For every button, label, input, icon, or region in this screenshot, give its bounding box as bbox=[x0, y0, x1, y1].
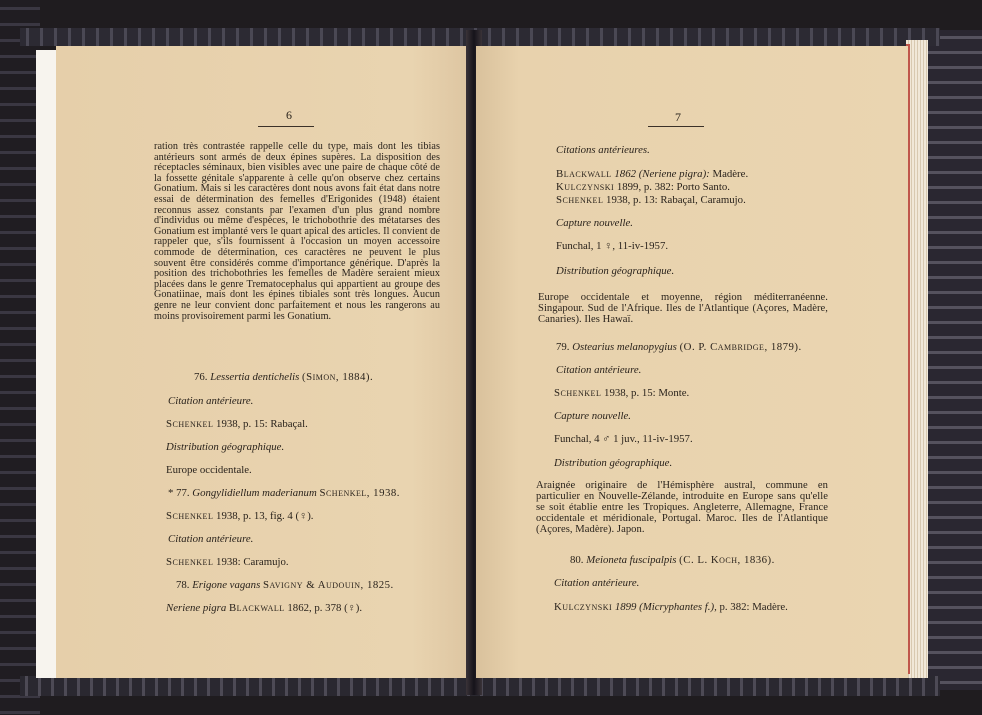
section-heading: Capture nouvelle. bbox=[556, 217, 633, 229]
synonym-name: Neriene pigra bbox=[166, 602, 227, 614]
section-heading: Citation antérieure. bbox=[168, 395, 254, 407]
left-page-edge bbox=[36, 50, 56, 678]
citation-line bbox=[556, 194, 746, 206]
species-entry-78 bbox=[176, 579, 394, 591]
capture-text: Funchal, 1 ♀, 11-iv-1957. bbox=[556, 240, 669, 252]
citation-text: Madère. bbox=[712, 168, 749, 180]
species-author: (Simon, 1884). bbox=[301, 371, 374, 383]
distribution-paragraph: Araignée originaire de l'Hémisphère austral, commune en particulier en Nouvelle-Zélande, introduite en Europe sans qu'elle se soit établie entre les Tropiques. Angleterre, Allemagne, France occidentale et méridionale, Portugal. Maroc. Iles de l'Atlantique (Açores, Madère). Japon. bbox=[536, 480, 828, 535]
species-entry-77 bbox=[168, 487, 400, 499]
distribution-text: Europe occidentale. bbox=[166, 464, 252, 476]
citation-text: 1938, p. 13, fig. 4 (♀). bbox=[216, 510, 314, 522]
distribution-paragraph: Europe occidentale et moyenne, région méditerranéenne. Singapour. Sud de l'Afrique. Iles de l'Atlantique (Açores, Madère, Canaries). Iles Hawaï. bbox=[538, 292, 828, 325]
citation-line bbox=[166, 556, 289, 568]
species-name: Ostearius melanopygius bbox=[572, 341, 677, 353]
citation-text: 1938, p. 15: Rabaçal. bbox=[216, 418, 308, 430]
species-entry-76 bbox=[194, 371, 373, 383]
left-book-cover bbox=[0, 0, 40, 715]
entry-number: 80. bbox=[570, 554, 584, 566]
citation-author: Kulczynski bbox=[554, 601, 613, 613]
page-number: 7 bbox=[675, 110, 681, 124]
citation-text: 1938, p. 13: Rabaçal, Caramujo. bbox=[606, 194, 746, 206]
entry-number: * 77. bbox=[168, 487, 190, 499]
citation-author: Schenkel bbox=[556, 194, 604, 206]
species-author: (O. P. Cambridge, 1879). bbox=[679, 341, 802, 353]
synonym-line bbox=[166, 602, 362, 614]
entry-number: 78. bbox=[176, 579, 190, 591]
folio-rule bbox=[648, 126, 704, 127]
species-author: Schenkel, 1938. bbox=[319, 487, 400, 499]
citation-author: Schenkel bbox=[554, 387, 602, 399]
citation-line bbox=[556, 168, 748, 180]
species-name: Meioneta fuscipalpis bbox=[586, 554, 677, 566]
capture-text: Funchal, 4 ♂ 1 juv., 11-iv-1957. bbox=[554, 433, 693, 445]
right-page bbox=[476, 46, 908, 678]
species-entry-80 bbox=[570, 554, 775, 566]
species-name: Lessertia dentichelis bbox=[210, 371, 300, 383]
citation-text: p. 382: Madère. bbox=[719, 601, 788, 613]
citation-text: 1938, p. 15: Monte. bbox=[604, 387, 690, 399]
citation-line bbox=[166, 510, 314, 522]
species-name: Erigone vagans bbox=[192, 579, 261, 591]
species-author: Savigny & Audouin, 1825. bbox=[262, 579, 394, 591]
section-heading: Distribution géographique. bbox=[556, 265, 675, 277]
page-number: 6 bbox=[286, 108, 292, 122]
citation-author: Schenkel bbox=[166, 418, 214, 430]
folio-rule bbox=[258, 126, 314, 127]
species-entry-79 bbox=[556, 341, 802, 353]
intro-paragraph: ration très contrastée rappelle celle du type, mais dont les tibias antérieurs sont armés de deux épines supères. La disposition des réceptacles séminaux, bien visibles avec une paire de chaque côté de la fossette génitale s'apparente à celle qu'on observe chez certains Gonatium. Mais si les caractères dont nous avons fait état dans notre essai de détermination des femelles d'Erigonides (1948) étaient reconnus assez constants par l'examen d'un plus grand nombre d'individus ou même d'espèces, le trichobothrie des métatarses des Gonatium est implanté vers le quart apical des articles. Il convient de rappeler que, s'ils fournissent à l'occasion un moyen accessoire commode de détermination, ces caractères ne peuvent le plus souvent être considérés comme d'importance générique. D'après la position des trichobothries les femelles de Madère seraient mieux placées dans le genre Trematocephalus qui appartient au groupe des Gonatiinae, mais dont les épines tibiales sont très longues. Aucun genre ne leur convient donc parfaitement et nous les rangerons au moins provisoirement parmi les Gonatium. bbox=[154, 141, 440, 322]
section-heading: Distribution géographique. bbox=[166, 441, 285, 453]
species-author: (C. L. Koch, 1836). bbox=[679, 554, 775, 566]
citation-line bbox=[554, 601, 788, 613]
citation-text: 1938: Caramujo. bbox=[216, 556, 289, 568]
citation-line bbox=[166, 418, 308, 430]
section-heading: Citation antérieure. bbox=[168, 533, 254, 545]
citation-author: Blackwall bbox=[228, 602, 285, 614]
citation-text: 1899, p. 382: Porto Santo. bbox=[616, 181, 730, 193]
citation-line bbox=[556, 181, 730, 193]
section-heading: Citations antérieures. bbox=[556, 144, 650, 156]
section-heading: Distribution géographique. bbox=[554, 457, 673, 469]
citation-author: Schenkel bbox=[166, 510, 214, 522]
section-heading: Citation antérieure. bbox=[556, 364, 642, 376]
citation-author: Blackwall bbox=[556, 168, 612, 180]
citation-italic: 1899 (Micryphantes f.), bbox=[614, 601, 717, 613]
right-book-cover bbox=[928, 30, 982, 690]
section-heading: Capture nouvelle. bbox=[554, 410, 631, 422]
citation-text: 1862, p. 378 (♀). bbox=[287, 602, 363, 614]
species-name: Gongylidiellum maderianum bbox=[192, 487, 317, 499]
citation-author: Schenkel bbox=[166, 556, 214, 568]
entry-number: 76. bbox=[194, 371, 208, 383]
citation-italic: 1862 (Neriene pigra): bbox=[614, 168, 710, 180]
entry-number: 79. bbox=[556, 341, 570, 353]
citation-line bbox=[554, 387, 689, 399]
section-heading: Citation antérieure. bbox=[554, 577, 640, 589]
citation-author: Kulczynski bbox=[556, 181, 615, 193]
left-page bbox=[56, 46, 474, 678]
